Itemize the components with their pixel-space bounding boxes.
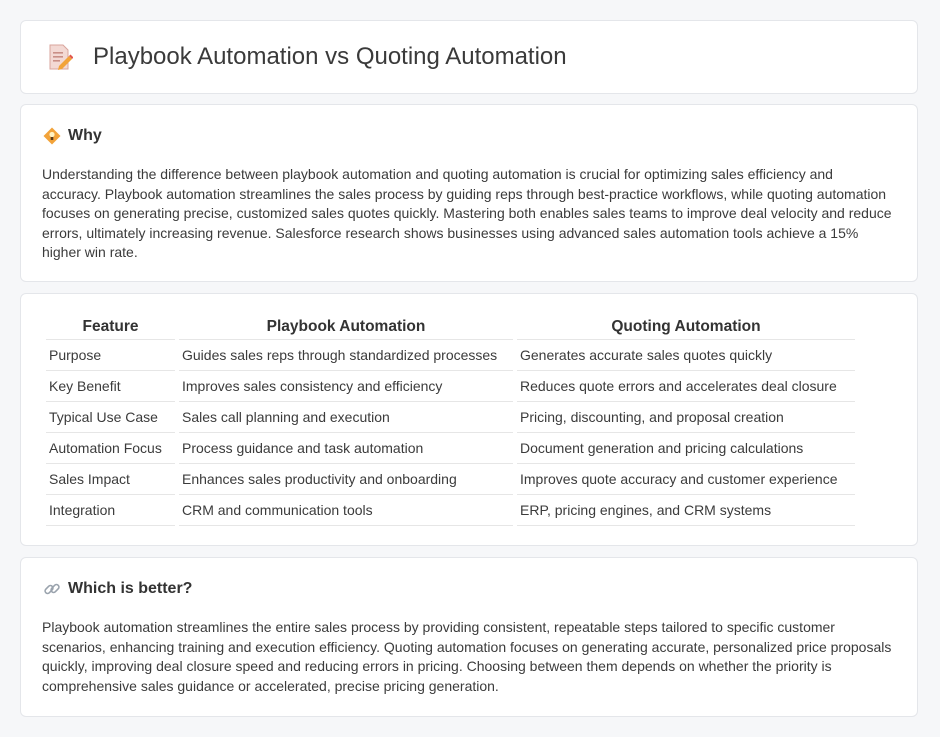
row-feature: Sales Impact <box>46 464 175 495</box>
title-card <box>20 20 918 94</box>
row-feature: Purpose <box>46 340 175 371</box>
document-pencil-icon <box>47 43 73 71</box>
title-row <box>47 43 567 71</box>
table-row <box>46 402 855 433</box>
row-playbook: Sales call planning and execution <box>179 402 513 433</box>
page-title: Playbook Automation vs Quoting Automation <box>93 43 567 70</box>
row-feature: Typical Use Case <box>46 402 175 433</box>
link-icon <box>43 580 61 598</box>
row-feature: Key Benefit <box>46 371 175 402</box>
why-heading: Why <box>68 127 102 144</box>
row-quoting: Document generation and pricing calculations <box>517 433 855 464</box>
row-playbook: CRM and communication tools <box>179 495 513 526</box>
comparison-table <box>42 315 859 526</box>
which-heading: Which is better? <box>68 580 193 597</box>
row-playbook: Process guidance and task automation <box>179 433 513 464</box>
header-feature: Feature <box>46 315 175 340</box>
row-quoting: ERP, pricing engines, and CRM systems <box>517 495 855 526</box>
which-text: Playbook automation streamlines the entire sales process by providing consistent, repeatable steps tailored to specific customer scenarios, enhancing training and execution efficiency. Quoting automation focuses on generating accurate, personalized price proposals quickly, improving deal closure speed and reducing errors in pricing. Choosing between them depends on whether the priority is comprehensive sales guidance or accelerated, precise pricing generation. <box>42 619 892 694</box>
row-quoting: Reduces quote errors and accelerates deal closure <box>517 371 855 402</box>
row-playbook: Guides sales reps through standardized processes <box>179 340 513 371</box>
row-quoting: Pricing, discounting, and proposal creation <box>517 402 855 433</box>
table-row <box>46 433 855 464</box>
table-row <box>46 464 855 495</box>
row-quoting: Improves quote accuracy and customer experience <box>517 464 855 495</box>
table-row <box>46 371 855 402</box>
which-card <box>20 557 918 717</box>
header-quoting: Quoting Automation <box>517 315 855 340</box>
why-card <box>20 104 918 282</box>
table-row <box>46 340 855 371</box>
table-header-row <box>46 315 855 340</box>
row-feature: Integration <box>46 495 175 526</box>
row-playbook: Enhances sales productivity and onboarding <box>179 464 513 495</box>
why-text: Understanding the difference between playbook automation and quoting automation is crucial for optimizing sales efficiency and accuracy. Playbook automation streamlines the sales process by guiding reps through best-practice workflows, while quoting automation focuses on generating precise, customized sales quotes quickly. Mastering both enables sales teams to improve deal velocity and reduce errors, ultimately increasing revenue. Salesforce research shows businesses using advanced sales automation tools achieve a 15% higher win rate. <box>42 166 892 260</box>
header-playbook: Playbook Automation <box>179 315 513 340</box>
row-quoting: Generates accurate sales quotes quickly <box>517 340 855 371</box>
table-row <box>46 495 855 526</box>
row-playbook: Improves sales consistency and efficiency <box>179 371 513 402</box>
comparison-card <box>20 293 918 546</box>
row-feature: Automation Focus <box>46 433 175 464</box>
why-heading-row <box>43 127 102 145</box>
which-heading-row <box>43 580 192 598</box>
lightbulb-icon <box>43 127 61 145</box>
